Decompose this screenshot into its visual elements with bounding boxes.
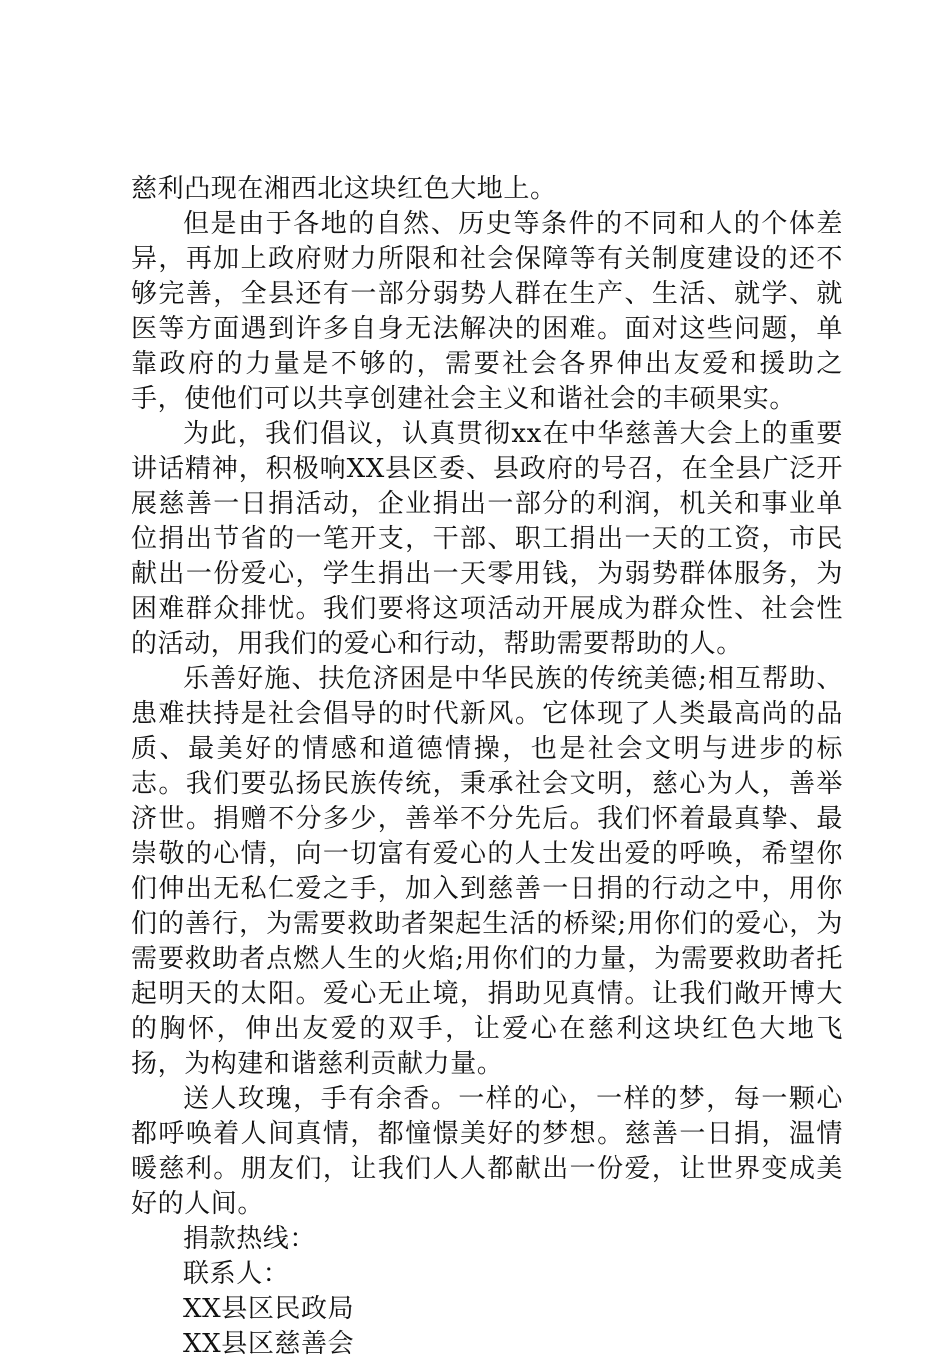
paragraph-closing: 送人玫瑰，手有余香。一样的心，一样的梦，每一颗心都呼唤着人间真情，都憧憬美好的梦想。慈善一日捐，温情暖慈利。朋友们，让我们人人都献出一份爱，让世界变成美好的人间。 bbox=[131, 1084, 843, 1219]
paragraph-initiative: 为此，我们倡议，认真贯彻xx在中华慈善大会上的重要讲话精神，积极响XX县区委、县政府的号召，在全县广泛开展慈善一日捐活动，企业捐出一部分的利润，机关和事业单位捐出节省的一笔开支，干部、职工捐出一天的工资，市民献出一份爱心，学生捐出一天零用钱，为弱势群体服务，为困难群众排忧。我们要将这项活动开展成为群众性、社会性的活动，用我们的爱心和行动，帮助需要帮助的人。 bbox=[131, 419, 843, 659]
organizer-civil-affairs: XX县区民政局 bbox=[183, 1294, 355, 1324]
paragraph-virtue: 乐善好施、扶危济困是中华民族的传统美德;相互帮助、患难扶持是社会倡导的时代新风。它体现了人类最高尚的品质、最美好的情感和道德情操，也是社会文明与进步的标志。我们要弘扬民族传统，秉承社会文明，慈心为人，善举济世。捐赠不分多少，善举不分先后。我们怀着最真挚、最崇敬的心情，向一切富有爱心的人士发出爱的呼唤，希望你们伸出无私仁爱之手，加入到慈善一日捐的行动之中，用你们的善行，为需要救助者架起生活的桥梁;用你们的爱心，为需要救助者点燃人生的火焰;用你们的力量，为需要救助者托起明天的太阳。爱心无止境，捐助见真情。让我们敞开博大的胸怀，伸出友爱的双手，让爱心在慈利这块红色大地飞扬，为构建和谐慈利贡献力量。 bbox=[131, 664, 843, 1079]
paragraph-continuation: 慈利凸现在湘西北这块红色大地上。 bbox=[131, 174, 557, 204]
document-body bbox=[131, 172, 843, 1362]
contact-person-label: 联系人： bbox=[183, 1259, 290, 1289]
organizer-charity-association: XX县区慈善会 bbox=[183, 1329, 355, 1359]
paragraph-difficulties: 但是由于各地的自然、历史等条件的不同和人的个体差异，再加上政府财力所限和社会保障等有关制度建设的还不够完善，全县还有一部分弱势人群在生产、生活、就学、就医等方面遇到许多自身无法解决的困难。面对这些问题，单靠政府的力量是不够的，需要社会各界伸出友爱和援助之手，使他们可以共享创建社会主义和谐社会的丰硕果实。 bbox=[131, 209, 843, 414]
donation-hotline-label: 捐款热线： bbox=[183, 1224, 317, 1254]
